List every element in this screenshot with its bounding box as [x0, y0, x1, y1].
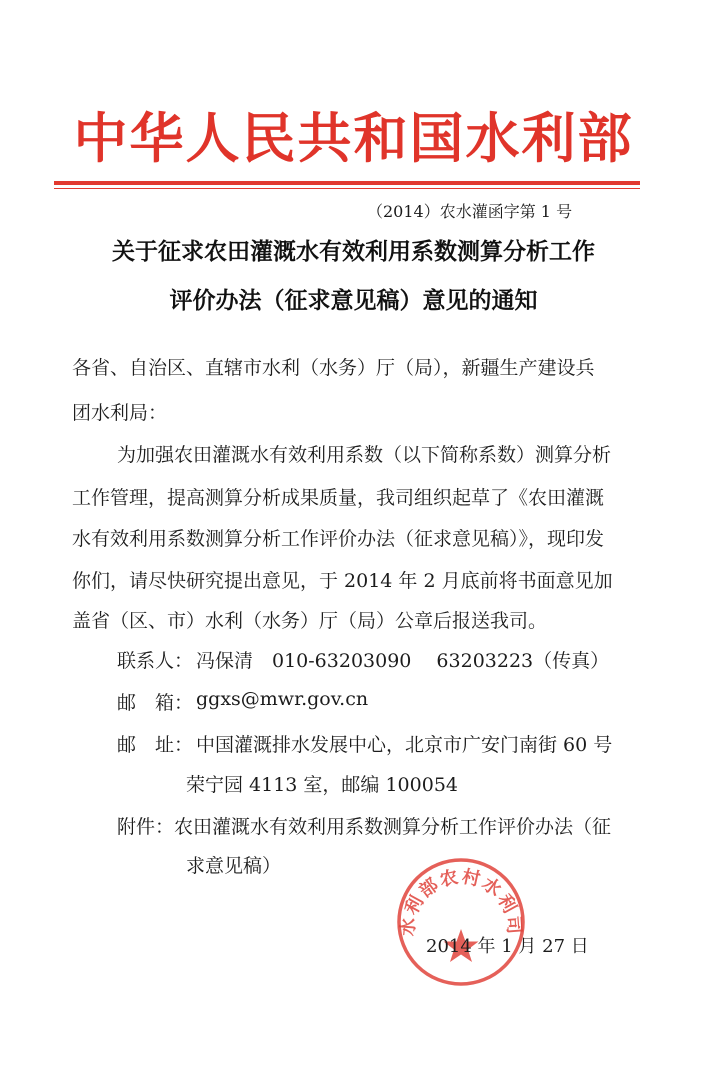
recipients-line-2: 团水利局： [72, 402, 168, 424]
paragraph-line-5: 盖省（区、市）水利（水务）厅（局）公章后报送我司。 [72, 610, 548, 632]
address-line-1: 中国灌溉排水发展中心，北京市广安门南街 60 号 [196, 734, 613, 756]
ministry-header: 中华人民共和国水利部 [73, 106, 634, 170]
email-label: 邮 箱： [117, 692, 194, 714]
attachment-line-2: 求意见稿） [186, 855, 282, 877]
paragraph-line-4: 你们，请尽快研究提出意见，于 2014 年 2 月底前将书面意见加 [72, 570, 613, 592]
seal-text: 水利部农村水利司 [397, 866, 525, 937]
recipients-line-1: 各省、自治区、直辖市水利（水务）厅（局），新疆生产建设兵 [72, 357, 595, 379]
document-number: （2014）农水灌函字第 1 号 [367, 202, 573, 221]
address-label: 邮 址： [117, 734, 194, 756]
official-red-seal [394, 855, 528, 989]
paragraph-line-2: 工作管理，提高测算分析成果质量，我司组织起草了《农田灌溉 [72, 487, 605, 509]
issue-date: 2014 年 1 月 27 日 [426, 936, 589, 957]
header-rule-thin [54, 188, 640, 189]
svg-text:水利部农村水利司 [396, 865, 524, 936]
paragraph-line-3: 水有效利用系数测算分析工作评价办法（征求意见稿）》，现印发 [72, 528, 605, 550]
email-value: ggxs@mwr.gov.cn [196, 688, 369, 710]
header-rule-thick [54, 181, 640, 185]
notice-title-line-2: 评价办法（征求意见稿）意见的通知 [169, 287, 538, 314]
notice-title-line-1: 关于征求农田灌溉水有效利用系数测算分析工作 [112, 238, 595, 265]
paragraph-line-1: 为加强农田灌溉水有效利用系数（以下简称系数）测算分析 [117, 444, 612, 466]
contact-person-label: 联系人： [117, 650, 194, 672]
address-line-2: 荣宁园 4113 室，邮编 100054 [186, 774, 459, 796]
attachment-line-1: 附件：农田灌溉水有效利用系数测算分析工作评价办法（征 [117, 816, 612, 838]
contact-person-value: 冯保清 010-63203090 63203223（传真） [196, 650, 610, 672]
